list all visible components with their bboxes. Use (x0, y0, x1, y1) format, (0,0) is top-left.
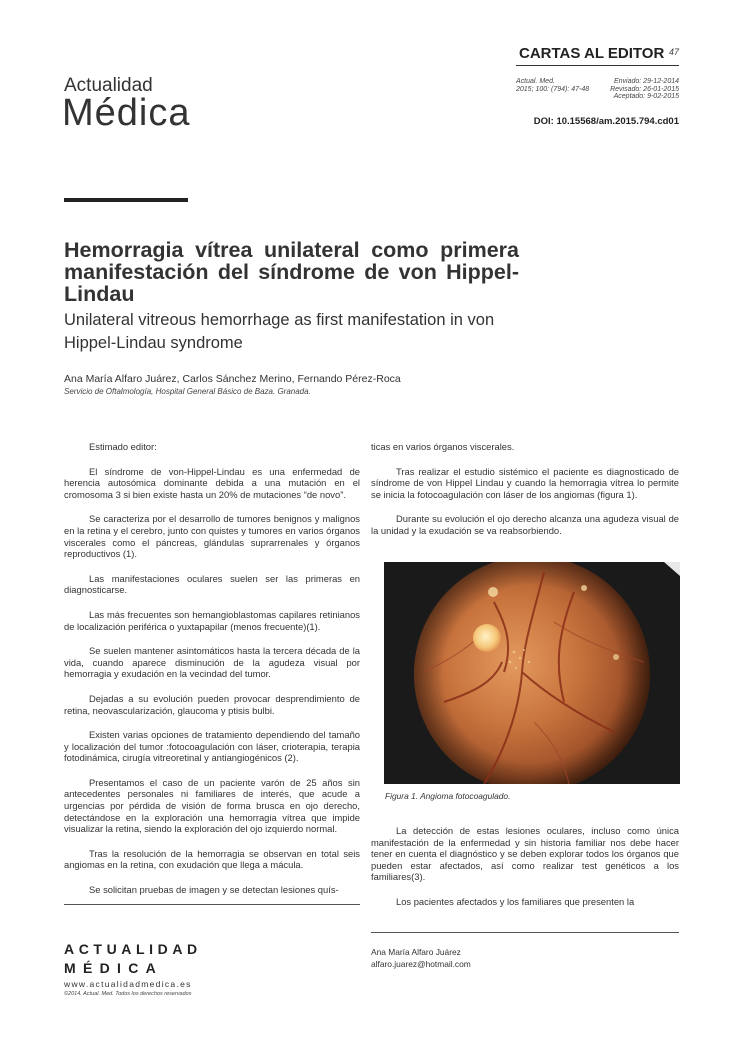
section-label: CARTAS AL EDITOR (519, 45, 665, 62)
doi-link[interactable]: DOI: 10.15568/am.2015.794.cd01 (533, 116, 679, 127)
footer-rule-right (371, 932, 679, 933)
paragraph: Las manifestaciones oculares suelen ser las primeras en diagnosticarse. (64, 572, 360, 596)
date-sent: Enviado: 29-12-2014 (614, 78, 679, 85)
paragraph: Existen varias opciones de tratamiento dependiendo del tamaño y localización del tumor :fotocoagulación con láser, crioterapia, terapia fotodinámica, cirugía vitreoretinal y antiangiogénicos (2). (64, 729, 360, 764)
paragraph: Durante su evolución el ojo derecho alcanza una agudeza visual de la unidad y la exudación se va reabsorbiendo. (371, 513, 679, 536)
article-subtitle: Unilateral vitreous hemorrhage as first manifestation in von Hippel-Lindau syndrome (64, 311, 495, 352)
footer-copyright: ©2014. Actual. Med. Todos los derechos reservados (64, 991, 192, 997)
footer-url-link[interactable]: www.actualidadmedica.es (64, 979, 192, 989)
paragraph: Tras realizar el estudio sistémico el paciente es diagnosticado de síndrome de von Hippel Lindau y cuando la hemorragia vítrea lo permite se inicia la fotocoagulación con láser de los angiomas (figura 1). (371, 465, 679, 500)
body-right-column (371, 441, 679, 550)
figure-caption: Figura 1. Angioma fotocoagulado. (385, 791, 511, 801)
footer-logo-line2: MÉDICA (64, 960, 164, 976)
paragraph: ticas en varios órganos viscerales. (371, 441, 515, 452)
paragraph: Se caracteriza por el desarrollo de tumores benignos y malignos en la retina y el cerebro, junto con quistes y tumores en varios órganos viscerales como el páncreas, glándulas suprarrenales y órganos reproductivos (1). (64, 513, 360, 560)
paragraph: Se solicitan pruebas de imagen y se detectan lesiones quís- (89, 884, 339, 896)
page-number: 47 (669, 47, 680, 57)
paragraph: Tras la resolución de la hemorragia se observan en total seis angiomas en la retina, con exudación que llega a mácula. (64, 847, 360, 871)
logo-rule (64, 198, 188, 202)
retina-image (384, 562, 680, 784)
paragraph: El síndrome de von-Hippel-Lindau es una enfermedad de herencia autosómica dominante debida a una mutación en el cromosoma 3 si bien existe hasta un 20% de mutaciones “de novo”. (64, 465, 360, 500)
footer-logo-line1: ACTUALIDAD (64, 941, 202, 957)
paragraph: Las más frecuentes son hemangioblastomas capilares retinianos de localización periférica o yuxtapapilar (menos frecuente)(1). (64, 608, 360, 632)
journal-logo-small: Actualidad (64, 75, 153, 96)
citation-line2: 2015; 100: (794): 47-48 (516, 86, 590, 93)
article-title: Hemorragia vítrea unilateral como primera manifestación del síndrome de von Hippel-Lindau (64, 238, 519, 306)
journal-logo-large: Médica (62, 92, 191, 134)
article-affiliation: Servicio de Oftalmología, Hospital General Básico de Baza. Granada. (64, 387, 311, 396)
paragraph: Dejadas a su evolución pueden provocar desprendimiento de retina, neovascularización, glaucoma y ptisis bulbi. (64, 692, 360, 716)
contact-email-link[interactable]: alfaro.juarez@hotmail.com (371, 959, 471, 969)
header-rule (516, 65, 679, 66)
paragraph: Presentamos el caso de un paciente varón de 25 años sin antecedentes personales ni familiares de interés, que acude a urgencias por pérdida de visión de forma brusca en ojo derecho, detectándose en la exploración una hemorragia vítrea que impide visualizar la retina, siendo la exploración del ojo izquierdo normal. (64, 776, 360, 835)
date-revised: Revisado: 26-01-2015 (610, 85, 679, 93)
paragraph: La detección de estas lesiones oculares, incluso como única manifestación de la enfermedad y sin historia familiar nos debe hacer tener en cuenta el diagnóstico y se deben explorar todos los órganos que pueden estar afectados, así como realizar test genéticos a los familiares(3). (371, 825, 679, 883)
body-left-column (64, 441, 360, 909)
body-right-column-continued (371, 825, 679, 921)
date-accepted: Aceptado: 9-02-2015 (613, 93, 679, 101)
paragraph: Se suelen mantener asintomáticos hasta la tercera década de la vida, cuando aparece disminución de la agudeza visual por hemorragia y exudación en la vecindad del tumor. (64, 645, 360, 680)
contact-name: Ana María Alfaro Juárez (371, 947, 461, 957)
citation-line1: Actual. Med. (516, 78, 555, 85)
paragraph: Estimado editor: (89, 441, 157, 452)
article-authors: Ana María Alfaro Juárez, Carlos Sánchez Merino, Fernando Pérez-Roca (64, 373, 401, 385)
footer-rule-left (64, 904, 360, 905)
article-dates (590, 78, 679, 101)
fundus-photograph (384, 562, 680, 784)
paragraph: Los pacientes afectados y los familiares que presenten la (396, 895, 635, 907)
